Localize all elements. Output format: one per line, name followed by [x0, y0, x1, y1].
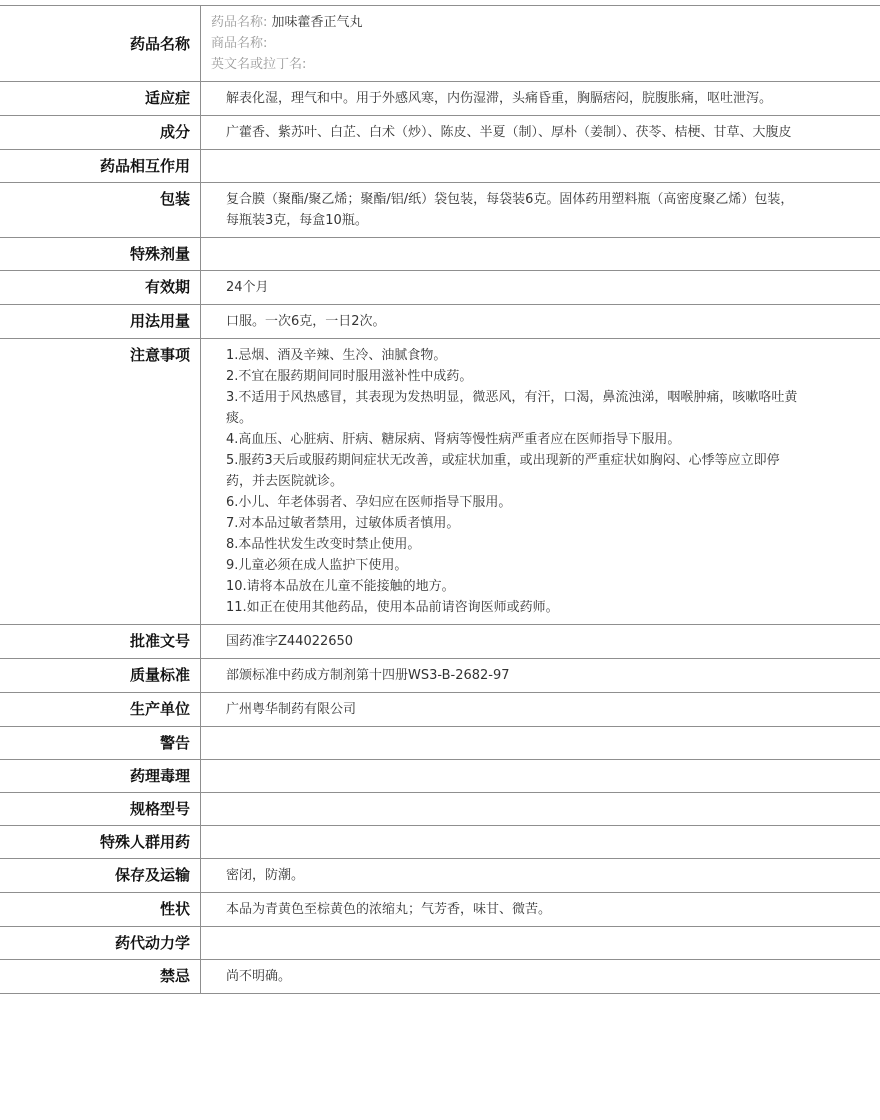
row-label: 特殊剂量 [0, 238, 201, 270]
row-value [201, 793, 880, 825]
row-special-populations [0, 826, 880, 859]
row-label: 药代动力学 [0, 927, 201, 959]
row-value: 广州粤华制药有限公司 [226, 702, 357, 717]
precaution-item: 1.忌烟、酒及辛辣、生冷、油腻食物。 [226, 348, 447, 363]
row-label: 药理毒理 [0, 760, 201, 792]
precaution-item: 7.对本品过敏者禁用，过敏体质者慎用。 [226, 516, 460, 531]
precaution-item: 11.如正在使用其他药品，使用本品前请咨询医师或药师。 [226, 600, 559, 615]
drug-name-label: 药品名称: [211, 15, 268, 30]
row-label: 批准文号 [0, 625, 201, 658]
row-value: 国药准字Z44022650 [226, 634, 354, 649]
precaution-item: 4.高血压、心脏病、肝病、糖尿病、肾病等慢性病严重者应在医师指导下服用。 [226, 432, 681, 447]
row-value [201, 727, 880, 759]
row-value: 密闭，防潮。 [226, 868, 305, 883]
precaution-item: 2.不宜在服药期间同时服用滋补性中成药。 [226, 369, 473, 384]
drug-info-table [0, 5, 880, 994]
row-description [0, 893, 880, 927]
row-contraindications [0, 960, 880, 994]
row-label: 特殊人群用药 [0, 826, 201, 858]
row-warning [0, 727, 880, 760]
english-name-label: 英文名或拉丁名: [211, 57, 307, 72]
row-value: 24个月 [226, 280, 269, 295]
precaution-item: 3.不适用于风热感冒，其表现为发热明显，微恶风，有汗，口渴，鼻流浊涕，咽喉肿痛，咳嗽咯吐黄痰。 [226, 390, 798, 426]
row-drug-name [0, 6, 880, 82]
row-value [201, 339, 880, 624]
row-shelf-life [0, 271, 880, 305]
row-approval-number [0, 625, 880, 659]
row-value: 解表化湿，理气和中。用于外感风寒，内伤湿滞，头痛昏重，胸膈痞闷，脘腹胀痛，呕吐泄泻。 [226, 91, 773, 106]
precaution-item: 9.儿童必须在成人监护下使用。 [226, 558, 408, 573]
row-value [201, 927, 880, 959]
row-label: 注意事项 [0, 339, 201, 624]
row-value: 口服。一次6克，一日2次。 [226, 314, 386, 329]
row-label: 保存及运输 [0, 859, 201, 892]
row-value [201, 6, 880, 81]
row-label: 用法用量 [0, 305, 201, 338]
row-label: 警告 [0, 727, 201, 759]
row-pharmacokinetics [0, 927, 880, 960]
row-label: 生产单位 [0, 693, 201, 726]
row-packaging [0, 183, 880, 238]
trade-name-label: 商品名称: [211, 36, 268, 51]
row-label: 成分 [0, 116, 201, 149]
precaution-item: 6.小儿、年老体弱者、孕妇应在医师指导下服用。 [226, 495, 512, 510]
row-label: 性状 [0, 893, 201, 926]
drug-name-line [211, 12, 870, 33]
row-storage [0, 859, 880, 893]
row-specification [0, 793, 880, 826]
row-value [201, 760, 880, 792]
row-ingredients [0, 116, 880, 150]
row-value: 本品为青黄色至棕黄色的浓缩丸；气芳香，味甘、微苦。 [226, 902, 552, 917]
precaution-item: 8.本品性状发生改变时禁止使用。 [226, 537, 421, 552]
row-label: 药品名称 [0, 6, 201, 81]
row-label: 禁忌 [0, 960, 201, 993]
row-value: 尚不明确。 [226, 969, 292, 984]
row-interactions [0, 150, 880, 183]
precaution-item: 10.请将本品放在儿童不能接触的地方。 [226, 579, 455, 594]
drug-name-value: 加味藿香正气丸 [271, 15, 363, 30]
row-precautions [0, 339, 880, 625]
row-manufacturer [0, 693, 880, 727]
row-pharmacology [0, 760, 880, 793]
row-label: 有效期 [0, 271, 201, 304]
row-label: 药品相互作用 [0, 150, 201, 182]
row-value [201, 826, 880, 858]
row-label: 适应症 [0, 82, 201, 115]
row-special-dosage [0, 238, 880, 271]
row-value [201, 238, 880, 270]
row-label: 质量标准 [0, 659, 201, 692]
row-value [201, 150, 880, 182]
row-quality-standard [0, 659, 880, 693]
row-label: 规格型号 [0, 793, 201, 825]
row-label: 包装 [0, 183, 201, 237]
row-indications [0, 82, 880, 116]
row-value: 部颁标准中药成方制剂第十四册WS3-B-2682-97 [226, 668, 510, 683]
row-value: 广藿香、紫苏叶、白芷、白术（炒）、陈皮、半夏（制）、厚朴（姜制）、茯苓、桔梗、甘草、大腹皮 [226, 125, 792, 140]
row-value: 复合膜（聚酯/聚乙烯；聚酯/铝/纸）袋包装，每袋装6克。固体药用塑料瓶（高密度聚乙烯）包装，每瓶装3克，每盒10瓶。 [226, 192, 794, 228]
precaution-item: 5.服药3天后或服药期间症状无改善，或症状加重，或出现新的严重症状如胸闷、心悸等应立即停药，并去医院就诊。 [226, 453, 780, 489]
row-dosage [0, 305, 880, 339]
